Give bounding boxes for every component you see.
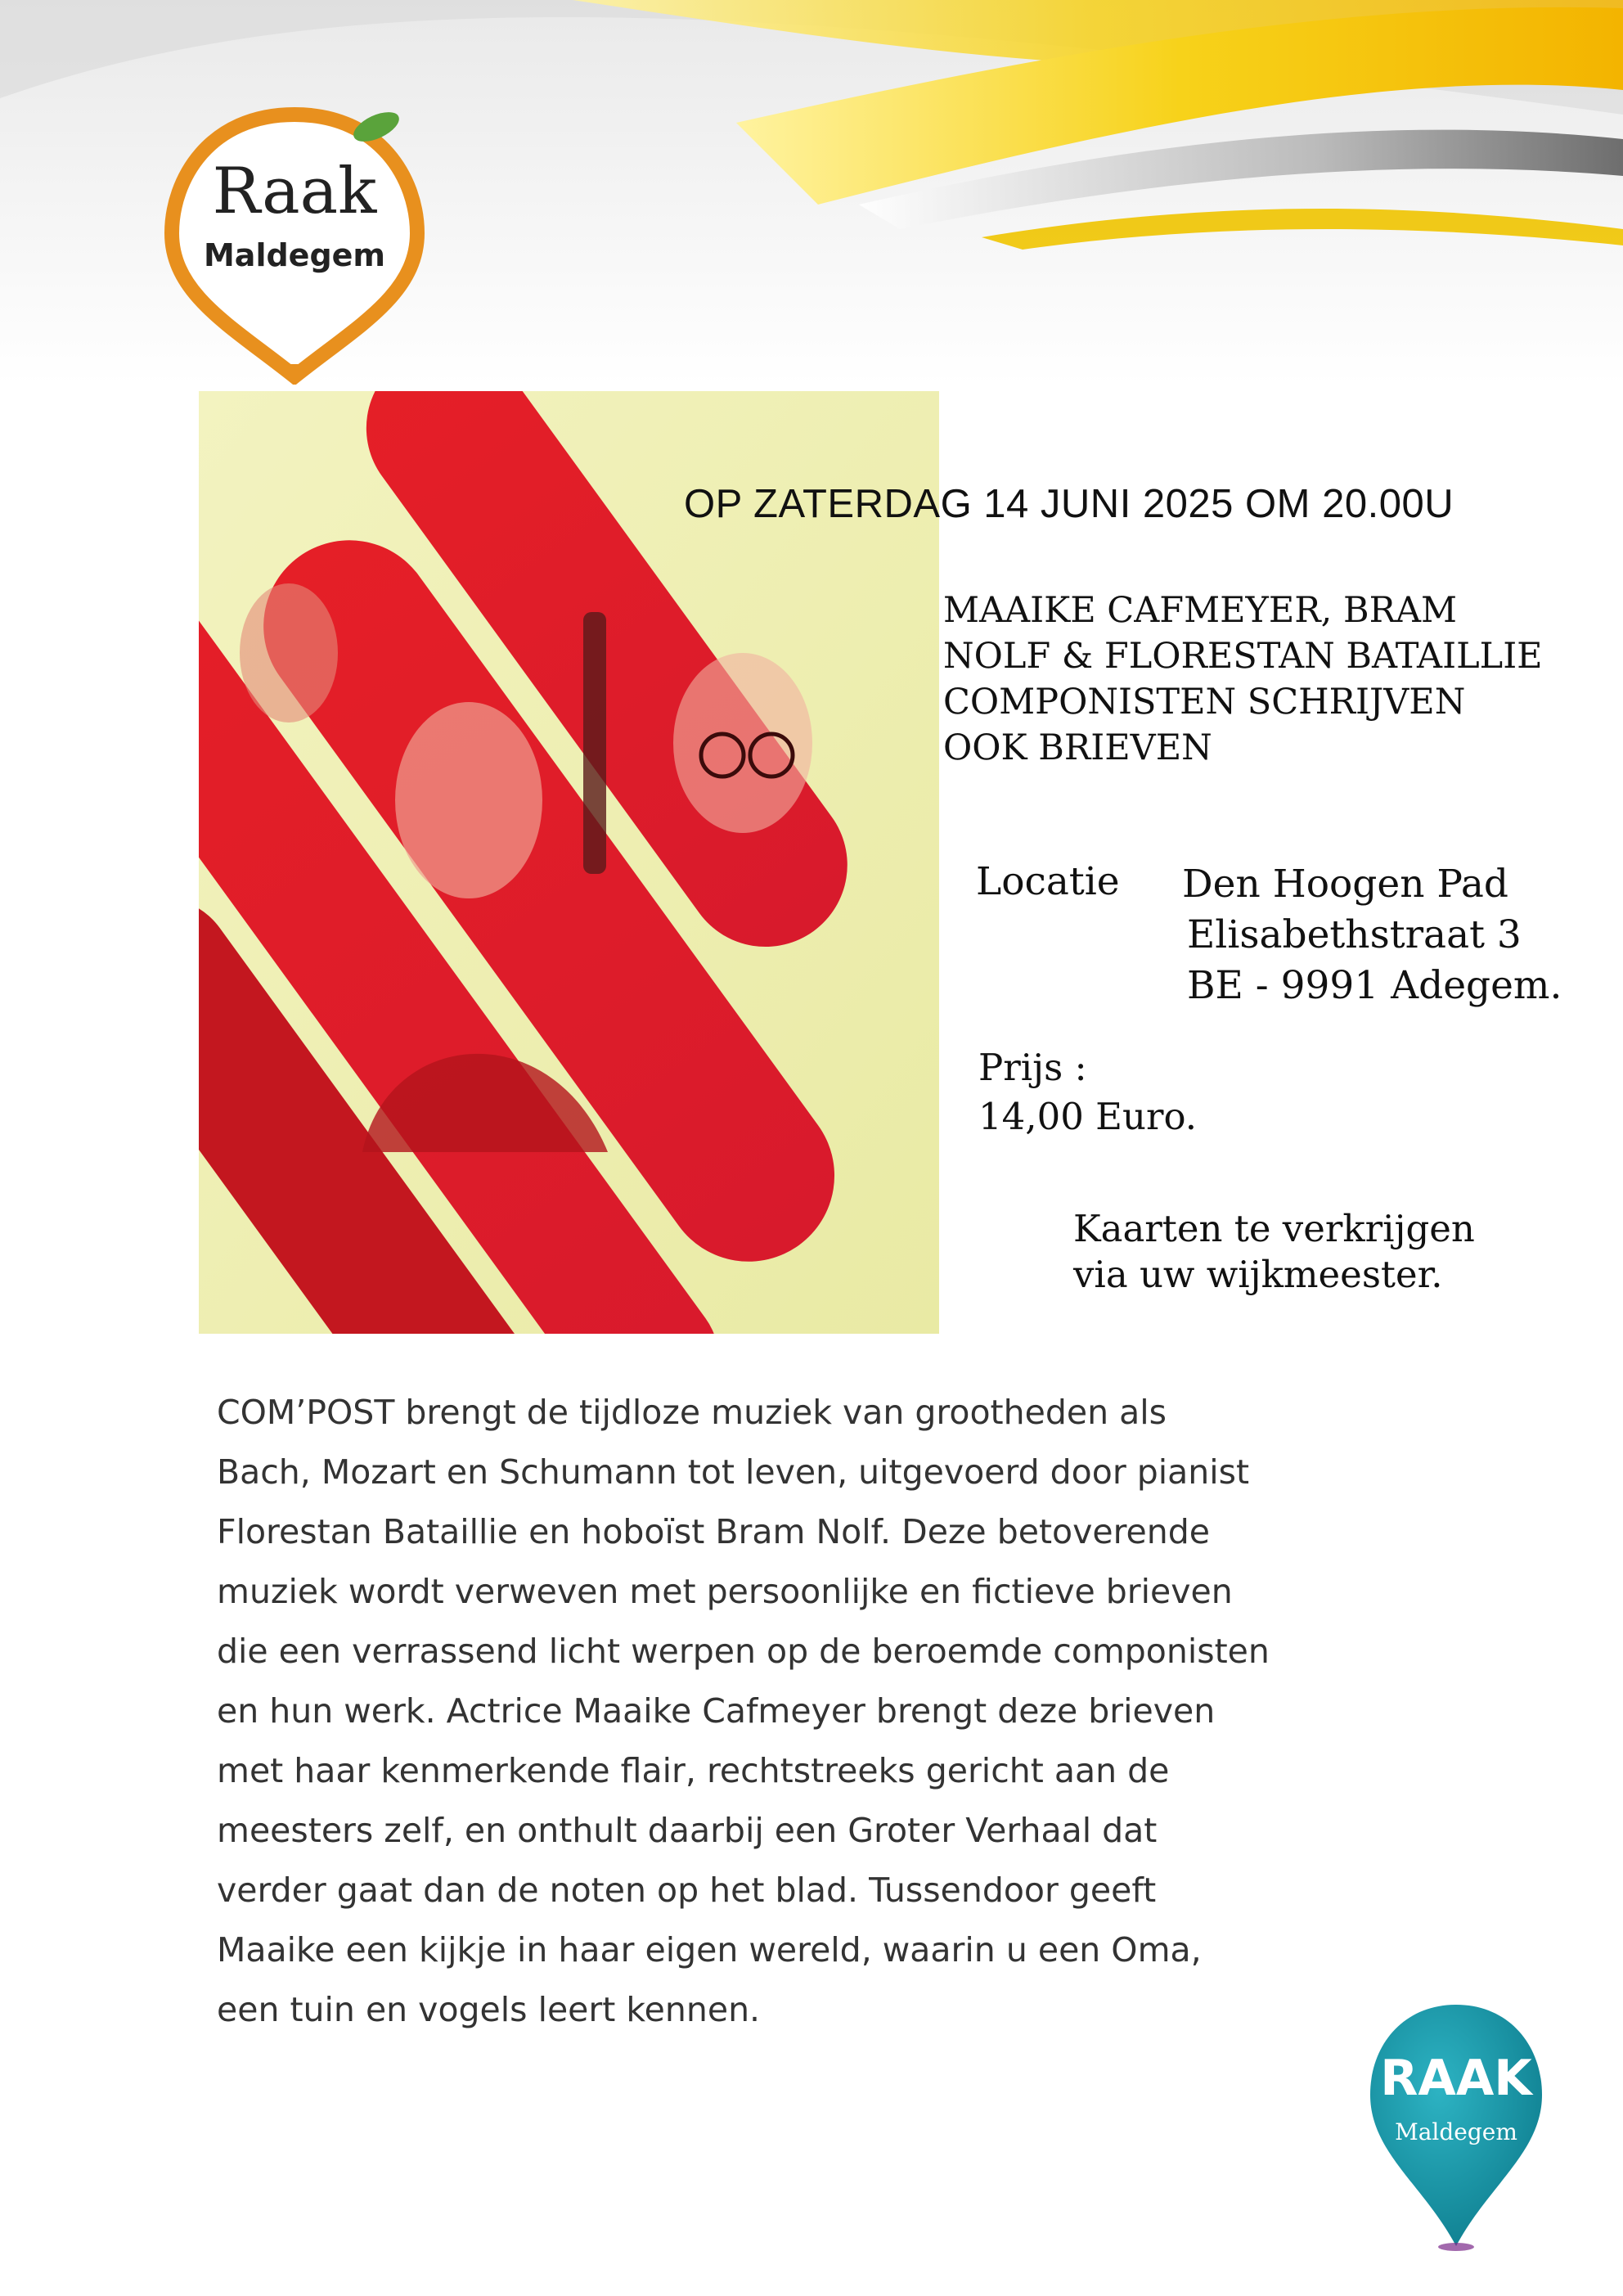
event-title-line: MAAIKE CAFMEYER, BRAM bbox=[943, 590, 1458, 631]
event-title-line: COMPONISTEN SCHRIJVEN bbox=[943, 682, 1466, 723]
event-description bbox=[217, 1383, 1477, 2040]
pin-logo-name: RAAK bbox=[1380, 2050, 1532, 2107]
logo-place: Maldegem bbox=[203, 237, 386, 273]
event-title bbox=[943, 588, 1543, 771]
description-line: die een verrassend licht werpen op de beroemde componisten bbox=[217, 1632, 1270, 1671]
ticket-info-line: via uw wijkmeester. bbox=[1073, 1253, 1443, 1296]
description-line: met haar kenmerkende flair, rechtstreeks gericht aan de bbox=[217, 1751, 1170, 1790]
description-line: Florestan Bataillie en hoboïst Bram Nolf. Deze betoverende bbox=[217, 1512, 1211, 1551]
logo-name: Raak bbox=[212, 155, 377, 228]
description-line: meesters zelf, en onthult daarbij een Groter Verhaal dat bbox=[217, 1811, 1158, 1850]
event-title-line: OOK BRIEVEN bbox=[943, 727, 1212, 768]
description-line: muziek wordt verweven met persoonlijke en fictieve brieven bbox=[217, 1572, 1233, 1611]
ticket-info-line: Kaarten te verkrijgen bbox=[1073, 1207, 1475, 1250]
description-line: Bach, Mozart en Schumann tot leven, uitgevoerd door pianist bbox=[217, 1452, 1250, 1492]
description-line: een tuin en vogels leert kennen. bbox=[217, 1990, 761, 2029]
description-line: en hun werk. Actrice Maaike Cafmeyer brengt deze brieven bbox=[217, 1691, 1216, 1731]
location-label: Locatie bbox=[976, 859, 1120, 904]
concert-poster-image bbox=[199, 391, 939, 1334]
address-line: BE - 9991 Adegem. bbox=[1187, 963, 1562, 1008]
price-value: 14,00 Euro. bbox=[978, 1095, 1198, 1138]
event-date: OP ZATERDAG 14 JUNI 2025 OM 20.00U bbox=[684, 482, 1454, 526]
address-line: Elisabethstraat 3 bbox=[1187, 912, 1522, 957]
raak-maldegem-pin-logo bbox=[1358, 1997, 1554, 2258]
description-line: verder gaat dan de noten op het blad. Tussendoor geeft bbox=[217, 1871, 1157, 1910]
description-line: COM’POST brengt de tijdloze muziek van grootheden als bbox=[217, 1393, 1167, 1432]
event-title-line: NOLF & FLORESTAN BATAILLIE bbox=[943, 636, 1543, 677]
location-address bbox=[1182, 859, 1562, 1011]
ticket-info bbox=[1073, 1206, 1475, 1298]
address-line: Den Hoogen Pad bbox=[1182, 862, 1509, 907]
pin-logo-place: Maldegem bbox=[1395, 2118, 1517, 2145]
description-line: Maaike een kijkje in haar eigen wereld, waarin u een Oma, bbox=[217, 1930, 1202, 1970]
price-label: Prijs : bbox=[978, 1046, 1087, 1089]
raak-maldegem-logo bbox=[160, 90, 429, 385]
